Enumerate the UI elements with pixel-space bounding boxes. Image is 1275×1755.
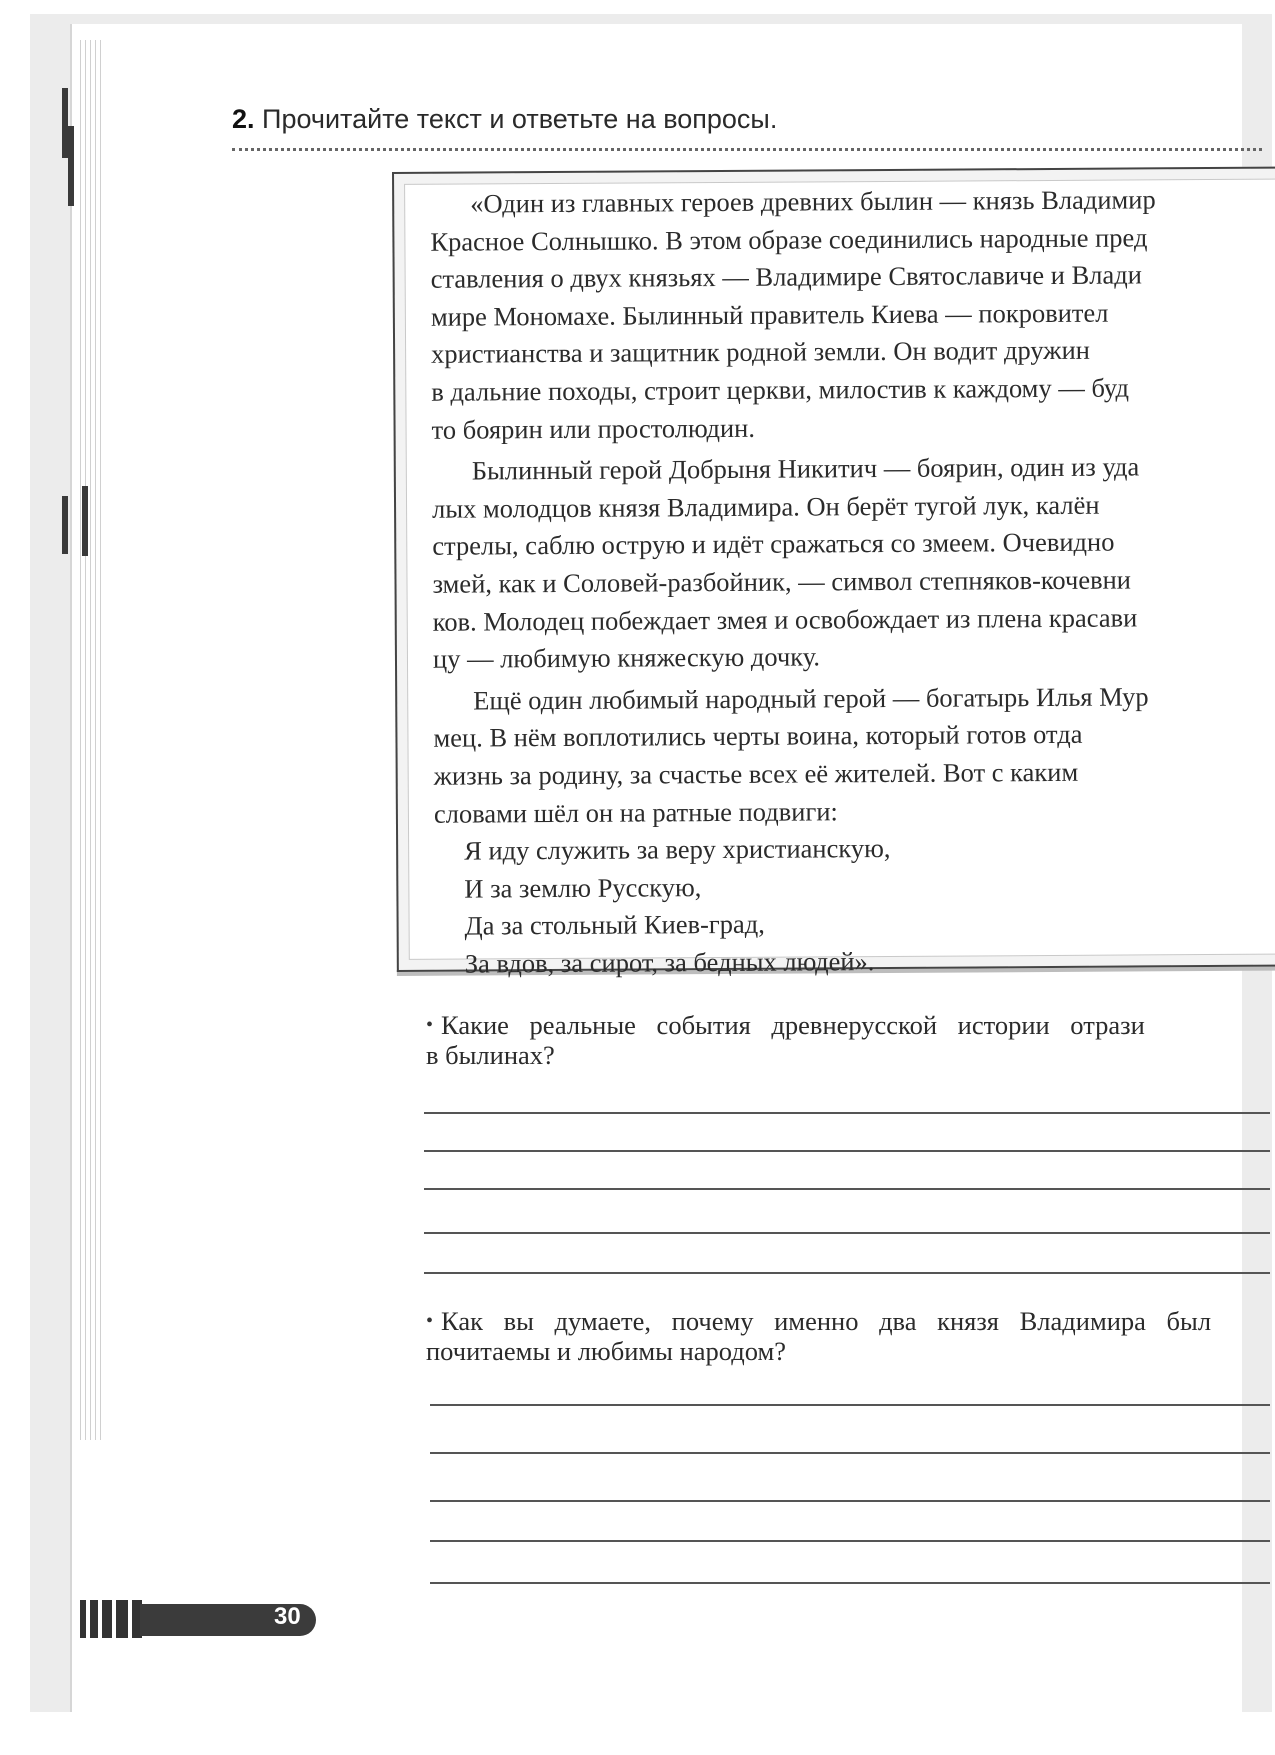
answer-line[interactable]	[430, 1540, 1270, 1542]
task-heading	[232, 104, 777, 135]
quote-line: в дальние походы, строит церкви, милостив к каждому — буд	[431, 372, 1130, 407]
question-text: Как вы думаете, почему именно два князя Владимира был	[441, 1306, 1212, 1336]
bullet-icon: •	[426, 1014, 434, 1036]
quote-line: мец. В нём воплотились черты воина, который готов отда	[433, 719, 1083, 754]
answer-line[interactable]	[424, 1272, 1270, 1274]
quote-line: словами шёл он на ратные подвиги:	[433, 795, 838, 829]
verse-line: И за землю Русскую,	[464, 871, 702, 904]
quote-line: мире Мономахе. Былинный правитель Киева — покровител	[430, 297, 1109, 332]
page-edge-tabs	[58, 26, 98, 1446]
quote-line: Красное Солнышко. В этом образе соединились народные пред	[430, 221, 1148, 257]
answer-line[interactable]	[424, 1188, 1270, 1190]
quote-box	[392, 166, 1275, 979]
question-text-cont: почитаемы и любимы народом?	[426, 1336, 787, 1366]
answer-line[interactable]	[424, 1232, 1270, 1234]
question-2	[426, 1306, 1275, 1366]
answer-line[interactable]	[430, 1404, 1270, 1406]
question-text-cont: в былинах?	[426, 1040, 555, 1070]
verse-line: Да за стольный Киев-град,	[464, 909, 765, 941]
question-text: Какие реальные события древнерусской истории отрази	[441, 1010, 1145, 1040]
quote-line: ставления о двух князьях — Владимире Святославиче и Влади	[430, 259, 1142, 294]
quote-line: христианства и защитник родной земли. Он водит дружин	[431, 335, 1091, 370]
quote-line: то боярин или простолюдин.	[431, 412, 756, 445]
page-number: 30	[274, 1603, 301, 1630]
question-1	[426, 1010, 1275, 1070]
quote-line: «Один из главных героев древних былин — князь Владимир	[470, 184, 1156, 219]
quote-text	[430, 180, 1275, 983]
scan-bottom-margin	[0, 1712, 1275, 1755]
quote-line: Ещё один любимый народный герой — богатырь Илья Мур	[473, 681, 1149, 716]
task-number: 2.	[232, 104, 255, 134]
quote-line: цу — любимую княжескую дочку.	[432, 641, 821, 674]
verse-line: Я иду служить за веру христианскую,	[464, 833, 891, 866]
quote-line: стрелы, саблю острую и идёт сражаться со змеем. Очевидно	[432, 526, 1115, 562]
quote-line: жизнь за родину, за счастье всех её жителей. Вот с каким	[433, 756, 1079, 791]
bullet-icon: •	[426, 1310, 434, 1332]
quote-line: Былинный герой Добрыня Никитич — боярин, один из уда	[471, 451, 1140, 486]
answer-line[interactable]	[430, 1452, 1270, 1454]
answer-line[interactable]	[424, 1150, 1270, 1152]
task-instruction: Прочитайте текст и ответьте на вопросы.	[262, 104, 778, 134]
dotted-divider	[232, 148, 1262, 151]
quote-line: лых молодцов князя Владимира. Он берёт тугой лук, калён	[431, 489, 1100, 524]
answer-line[interactable]	[430, 1582, 1270, 1584]
answer-line[interactable]	[424, 1112, 1270, 1114]
answer-line[interactable]	[430, 1500, 1270, 1502]
quote-line: ков. Молодец побеждает змея и освобождает из плена красави	[432, 601, 1138, 637]
verse-line: За вдов, за сирот, за бедных людей».	[464, 945, 875, 979]
quote-line: змей, как и Соловей-разбойник, — символ степняков-кочевни	[432, 564, 1132, 599]
